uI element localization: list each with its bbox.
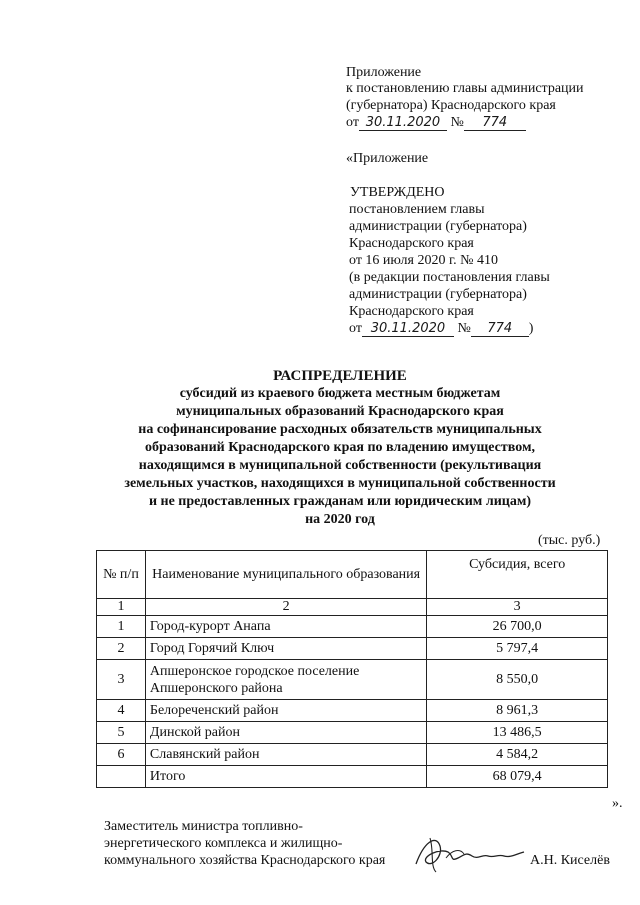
approval-line: Краснодарского края	[349, 236, 474, 251]
header-date-value: 30.11.2020	[359, 116, 447, 131]
header-number-sign: №	[450, 115, 464, 130]
quote-appendix: «Приложение	[346, 151, 429, 166]
table-row	[97, 744, 608, 766]
approved-label: УТВЕРЖДЕНО	[350, 185, 445, 200]
header-num: № п/п	[97, 551, 146, 599]
units-label: (тыс. руб.)	[538, 533, 601, 548]
row-name: Город-курорт Анапа	[145, 616, 426, 638]
title-line: и не предоставленных гражданам или юридическим лицам)	[148, 494, 532, 509]
row-num: 2	[97, 638, 146, 660]
header-appendix: Приложение	[346, 65, 422, 80]
document-title	[60, 367, 620, 529]
title-line: земельных участков, находящихся в муниципальной собственности	[124, 476, 556, 491]
approval-line: от 16 июля 2020 г. № 410	[349, 253, 498, 268]
header-date-line	[346, 114, 526, 131]
index-cell: 2	[145, 599, 426, 616]
approval-close-paren: )	[528, 321, 534, 336]
row-num: 1	[97, 616, 146, 638]
index-cell: 3	[427, 599, 608, 616]
row-value: 8 961,3	[427, 700, 608, 722]
title-line: на софинансирование расходных обязательств муниципальных	[138, 422, 542, 437]
total-value: 68 079,4	[427, 766, 608, 788]
total-num-empty	[97, 766, 146, 788]
table-total-row	[97, 766, 608, 788]
approval-number-sign: №	[457, 321, 471, 336]
approval-line: (в редакции постановления главы	[349, 270, 550, 285]
row-value: 13 486,5	[427, 722, 608, 744]
table-row	[97, 638, 608, 660]
end-quote: ».	[612, 796, 623, 811]
row-num: 4	[97, 700, 146, 722]
table-row	[97, 660, 608, 700]
approval-date-value: 30.11.2020	[362, 322, 454, 337]
row-name: Динской район	[145, 722, 426, 744]
row-value: 8 550,0	[427, 660, 608, 700]
title-line: находящимся в муниципальной собственности (рекультивация	[138, 458, 542, 473]
title-line: на 2020 год	[305, 512, 375, 527]
title-line: образований Краснодарского края по владению имуществом,	[144, 440, 535, 455]
header-subsidy: Субсидия, всего	[427, 551, 608, 599]
signatory-line: энергетического комплекса и жилищно-	[104, 836, 343, 851]
approval-date-line	[349, 320, 533, 337]
header-name: Наименование муниципального образования	[145, 551, 426, 599]
subsidy-table	[96, 550, 608, 788]
header-to-resolution: к постановлению главы администрации	[346, 81, 584, 96]
approval-line: постановлением главы	[349, 202, 485, 217]
index-cell: 1	[97, 599, 146, 616]
table-row	[97, 616, 608, 638]
row-name: Славянский район	[145, 744, 426, 766]
row-value: 4 584,2	[427, 744, 608, 766]
signatory-title	[104, 818, 385, 869]
table-header-row	[97, 551, 608, 599]
header-number-value: 774	[464, 116, 526, 131]
row-name: Белореченский район	[145, 700, 426, 722]
header-governor: (губернатора) Краснодарского края	[346, 98, 556, 113]
title-line: субсидий из краевого бюджета местным бюджетам	[179, 386, 501, 401]
row-num: 3	[97, 660, 146, 700]
approval-date-prefix: от	[349, 321, 362, 336]
row-name: Город Горячий Ключ	[145, 638, 426, 660]
row-value: 26 700,0	[427, 616, 608, 638]
approval-number-value: 774	[471, 322, 529, 337]
table-row	[97, 700, 608, 722]
row-num: 6	[97, 744, 146, 766]
total-label: Итого	[145, 766, 426, 788]
handwritten-signature	[410, 828, 535, 876]
title-heading: РАСПРЕДЕЛЕНИЕ	[273, 368, 407, 384]
signatory-line: коммунального хозяйства Краснодарского края	[104, 853, 386, 868]
approval-line: администрации (губернатора)	[349, 219, 527, 234]
table-row	[97, 722, 608, 744]
row-num: 5	[97, 722, 146, 744]
signatory-line: Заместитель министра топливно-	[104, 819, 303, 834]
signatory-name: А.Н. Киселёв	[530, 853, 610, 868]
approval-line: Краснодарского края	[349, 304, 474, 319]
table-index-row	[97, 599, 608, 616]
row-name: Апшеронское городское поселение Апшеронского района	[145, 660, 426, 700]
title-line: муниципальных образований Краснодарского края	[176, 404, 504, 419]
row-value: 5 797,4	[427, 638, 608, 660]
approval-line: администрации (губернатора)	[349, 287, 527, 302]
header-date-prefix: от	[346, 115, 359, 130]
